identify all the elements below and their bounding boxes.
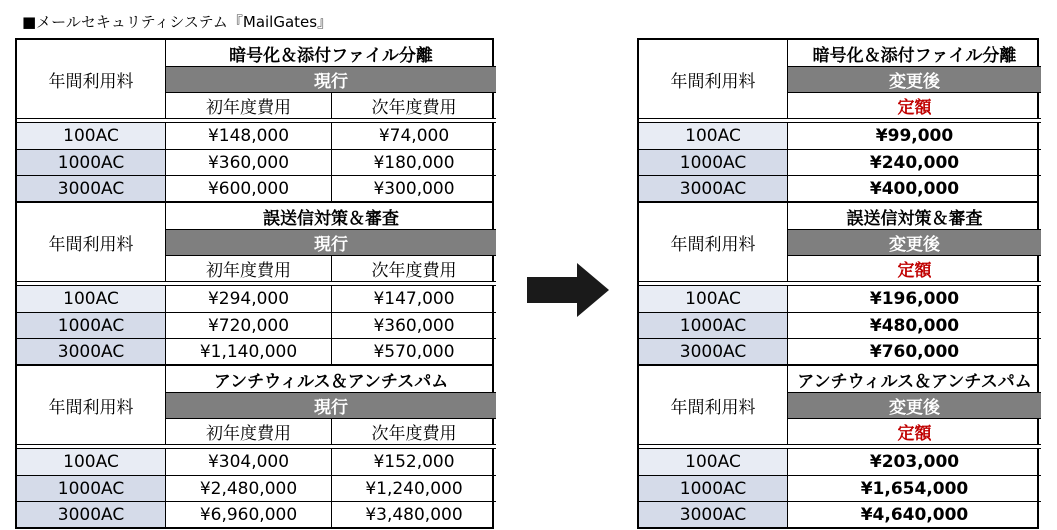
row-header-label: 年間利用料: [639, 203, 788, 281]
next-year-price: ¥1,240,000: [332, 475, 496, 501]
new-price: ¥203,000: [869, 452, 960, 472]
pricing-section-antivirus: [637, 366, 1039, 529]
next-year-price: ¥152,000: [373, 452, 455, 472]
first-year-price: ¥720,000: [166, 312, 332, 338]
tier-label: 100AC: [17, 286, 166, 312]
new-price: ¥760,000: [788, 338, 1041, 364]
next-year-price: ¥360,000: [332, 312, 496, 338]
new-price: ¥4,640,000: [788, 501, 1041, 527]
fixed-price-label: 定額: [788, 92, 1041, 118]
first-year-price: ¥360,000: [166, 149, 332, 175]
fixed-price-label: 定額: [788, 255, 1041, 281]
tier-label: 100AC: [17, 123, 166, 149]
row-header-label: 年間利用料: [17, 40, 166, 118]
status-bar: 変更後: [788, 392, 1041, 418]
next-year-header: 次年度費用: [332, 418, 496, 444]
pricing-section-encryption: [15, 38, 494, 203]
tier-label: 3000AC: [639, 175, 788, 201]
first-year-header: 初年度費用: [166, 92, 332, 118]
first-year-header: 初年度費用: [166, 418, 332, 444]
new-pricing-table: [637, 38, 1039, 529]
new-price: ¥240,000: [788, 149, 1041, 175]
status-bar: 変更後: [788, 66, 1041, 92]
tier-label: 100AC: [639, 123, 788, 149]
next-year-header: 次年度費用: [332, 92, 496, 118]
page-title: ■メールセキュリティシステム『MailGates』: [22, 13, 333, 31]
row-header-label: 年間利用料: [17, 366, 166, 444]
tier-label: 1000AC: [17, 312, 166, 338]
tier-label: 1000AC: [639, 475, 788, 501]
feature-title: 暗号化＆添付ファイル分離: [812, 45, 1017, 66]
current-pricing-table: [15, 38, 494, 529]
tier-label: 3000AC: [639, 338, 788, 364]
tier-label: 100AC: [17, 449, 166, 475]
status-bar: 変更後: [788, 229, 1041, 255]
status-bar: 現行: [166, 66, 496, 92]
tier-label: 1000AC: [639, 312, 788, 338]
next-year-price: ¥300,000: [332, 175, 496, 201]
pricing-section-encryption: [637, 38, 1039, 203]
row-header-label: 年間利用料: [17, 203, 166, 281]
feature-title: アンチウィルス＆アンチスパム: [213, 371, 449, 392]
new-price: ¥196,000: [869, 289, 960, 309]
tier-label: 1000AC: [17, 149, 166, 175]
pricing-section-misdelivery: [15, 203, 494, 366]
feature-title: アンチウィルス＆アンチスパム: [797, 371, 1032, 392]
first-year-price: ¥304,000: [166, 449, 332, 475]
feature-title: 暗号化＆添付ファイル分離: [229, 45, 433, 66]
tier-label: 3000AC: [639, 501, 788, 527]
right-arrow-icon: [527, 263, 609, 317]
tier-label: 3000AC: [17, 501, 166, 527]
next-year-price: ¥147,000: [373, 289, 455, 309]
next-year-header: 次年度費用: [332, 255, 496, 281]
new-price: ¥1,654,000: [788, 475, 1041, 501]
feature-title: 誤送信対策＆審査: [846, 208, 983, 229]
tier-label: 3000AC: [17, 338, 166, 364]
status-bar: 現行: [166, 229, 496, 255]
row-header-label: 年間利用料: [639, 40, 788, 118]
next-year-price: ¥74,000: [378, 126, 450, 146]
tier-label: 1000AC: [639, 149, 788, 175]
next-year-price: ¥180,000: [332, 149, 496, 175]
first-year-price: ¥2,480,000: [166, 475, 332, 501]
new-price: ¥99,000: [875, 126, 954, 146]
tier-label: 100AC: [639, 286, 788, 312]
pricing-section-misdelivery: [637, 203, 1039, 366]
first-year-price: ¥294,000: [166, 286, 332, 312]
tier-label: 3000AC: [17, 175, 166, 201]
first-year-price: ¥6,960,000: [166, 501, 332, 527]
tier-label: 1000AC: [17, 475, 166, 501]
new-price: ¥400,000: [788, 175, 1041, 201]
first-year-price: ¥1,140,000: [166, 338, 332, 364]
next-year-price: ¥3,480,000: [332, 501, 496, 527]
status-bar: 現行: [166, 392, 496, 418]
new-price: ¥480,000: [788, 312, 1041, 338]
row-header-label: 年間利用料: [639, 366, 788, 444]
feature-title: 誤送信対策＆審査: [263, 208, 399, 229]
tier-label: 100AC: [639, 449, 788, 475]
first-year-price: ¥148,000: [166, 123, 332, 149]
fixed-price-label: 定額: [788, 418, 1041, 444]
pricing-section-antivirus: [15, 366, 494, 529]
next-year-price: ¥570,000: [332, 338, 496, 364]
first-year-price: ¥600,000: [166, 175, 332, 201]
first-year-header: 初年度費用: [166, 255, 332, 281]
